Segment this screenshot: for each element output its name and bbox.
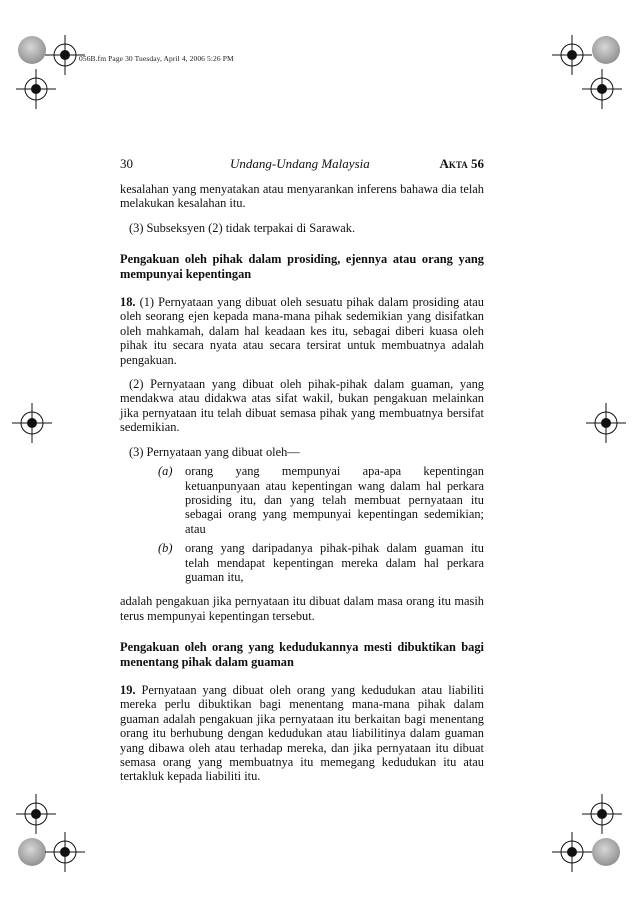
registration-mark-icon [16,794,56,834]
registration-mark-icon [16,69,56,109]
header-act: Akta 56 [439,156,484,171]
registration-mark-icon [45,832,85,872]
section-18-subsection-3-close: adalah pengakuan jika pernyataan itu dibuat dalam masa orang itu masih terus mempunyai kepentingan tersebut. [120,594,484,623]
list-item-text: orang yang mempunyai apa-apa kepentingan ketuanpunyaan atau kepentingan wang dalam hal perkara prosiding itu, dan yang telah membuat pernyataan itu sebagai orang yang mempunyai kepentingan sedemikian; atau [185,464,484,536]
continuation-paragraph: kesalahan yang menyatakan atau menyarankan inferens bahawa dia telah melakukan kesalahan itu. [120,182,484,211]
section-18-subsection-3-intro: (3) Pernyataan yang dibuat oleh— [129,444,300,459]
list-item-label: (a) [158,464,173,479]
corner-gray-dot-bottom-right [592,838,620,866]
section-18-heading: Pengakuan oleh pihak dalam prosiding, ejennya atau orang yang mempunyai kepentingan [120,252,484,281]
subsection-3-sarawak: (3) Subseksyen (2) tidak terpakai di Sarawak. [129,220,356,235]
print-slug: 056B.fm Page 30 Tuesday, April 4, 2006 5:26 PM [79,54,234,63]
section-19-number: 19. [120,682,136,697]
section-19-heading: Pengakuan oleh orang yang kedudukannya mesti dibuktikan bagi menentang pihak dalam guaman [120,640,484,669]
corner-gray-dot-top-right [592,36,620,64]
running-header [120,157,484,175]
section-19-text: Pernyataan yang dibuat oleh orang yang kedudukan atau liabiliti mereka perlu dibuktikan bagi menentang mana-mana pihak dalam guaman adalah pengakuan jika pernyataan itu berkaitan bagi menentang orang itu berhubung dengan kedudukan atau liabilitinya dalam guaman yang dibawa oleh atau terhadap mereka, dan jika pernyataan itu dibuat semasa orang yang membuatnya itu memegang kedudukan itu atau tertakluk kepada liabiliti itu. [120,682,484,784]
list-item [120,541,484,584]
corner-gray-dot-bottom-left [18,838,46,866]
corner-gray-dot-top-left [18,36,46,64]
registration-mark-icon [552,832,592,872]
section-18-number: 18. [120,295,136,310]
registration-mark-icon [582,794,622,834]
list-item-label: (b) [158,541,173,556]
section-18-subsection-2: (2) Pernyataan yang dibuat oleh pihak-pihak dalam guaman, yang mendakwa atau didakwa atas sifat wakil, bukan pengakuan melainkan jika pernyataan itu telah dibuat semasa pihak yang membuatnya bersifat sedemikian. [120,377,484,435]
registration-mark-icon [12,403,52,443]
list-item [120,464,484,536]
section-18-subsection-1 [120,295,484,367]
registration-mark-icon [586,403,626,443]
document-page [120,157,484,784]
list-item-text: orang yang daripadanya pihak-pihak dalam guaman itu telah mendapat kepentingan mereka dalam hal perkara guaman itu, [185,541,484,584]
page-number: 30 [120,156,133,171]
section-19-paragraph [120,683,484,784]
section-18-sub1-text: (1) Pernyataan yang dibuat oleh sesuatu pihak dalam prosiding atau oleh seorang ejen kepada mana-mana pihak sedemikian yang disifatkan oleh mahkamah, dalam hal keadaan kes itu, sebagai diberi kuasa oleh pihak itu secara nyata atau secara tersirat untuk membuatnya adalah pengakuan. [120,295,484,367]
header-title: Undang-Undang Malaysia [230,156,370,171]
registration-mark-icon [582,69,622,109]
